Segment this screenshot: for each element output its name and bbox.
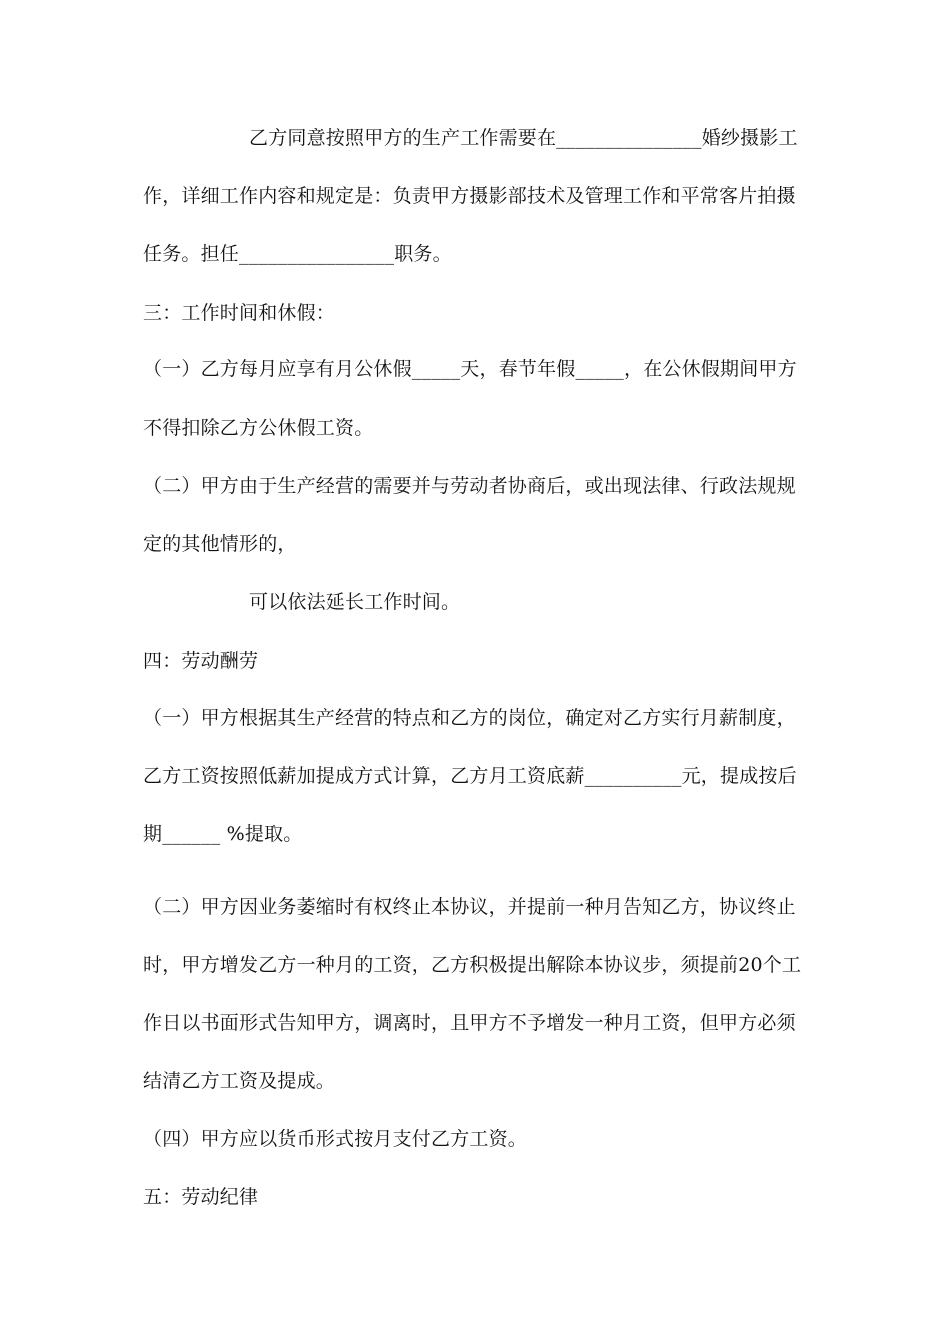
paragraph-line: 时，甲方增发乙方一种月的工资，乙方积极提出解除本协议步，须提前20个工: [143, 954, 802, 976]
paragraph-line: （一）乙方每月应享有月公休假_____天，春节年假_____，在公休假期间甲方: [143, 358, 797, 380]
paragraph-line: 乙方工资按照低薪加提成方式计算，乙方月工资底薪__________元，提成按后: [143, 765, 797, 787]
paragraph-line: 定的其他情形的，: [143, 533, 297, 555]
paragraph-line: 结清乙方工资及提成。: [143, 1070, 336, 1092]
paragraph-line: 作，详细工作内容和规定是：负责甲方摄影部技术及管理工作和平常客片拍摄: [143, 185, 796, 207]
section-heading: 四：劳动酬劳: [143, 650, 259, 672]
paragraph-line: 乙方同意按照甲方的生产工作需要在_______________婚纱摄影工: [249, 127, 798, 149]
paragraph-line: （四）甲方应以货币形式按月支付乙方工资。: [143, 1128, 528, 1150]
paragraph-line: 作日以书面形式告知甲方，调离时，且甲方不予增发一种月工资，但甲方必须: [143, 1012, 796, 1034]
paragraph-line: 期______ %提取。: [143, 823, 303, 845]
paragraph-line: 不得扣除乙方公休假工资。: [143, 417, 374, 439]
section-heading: 三：工作时间和休假：: [143, 302, 336, 324]
section-heading: 五：劳动纪律: [143, 1186, 259, 1208]
paragraph-line: 任务。担任________________职务。: [143, 243, 452, 265]
paragraph-line: （二）甲方因业务萎缩时有权终止本协议，并提前一种月告知乙方，协议终止: [143, 896, 796, 918]
paragraph-line: （二）甲方由于生产经营的需要并与劳动者协商后，或出现法律、行政法规规: [143, 475, 796, 497]
paragraph-line: （一）甲方根据其生产经营的特点和乙方的岗位，确定对乙方实行月薪制度，: [143, 707, 796, 729]
paragraph-line: 可以依法延长工作时间。: [249, 591, 461, 613]
